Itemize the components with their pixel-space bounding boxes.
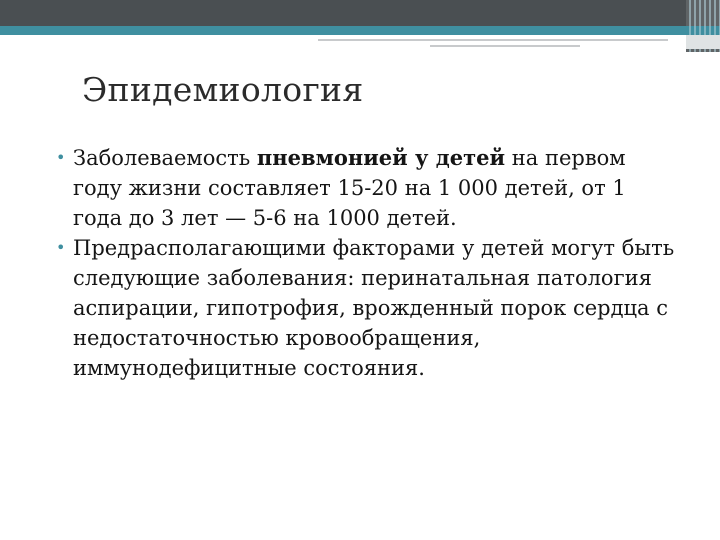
- top-band-dark: [0, 0, 720, 26]
- slide-title: Эпидемиология: [82, 70, 364, 109]
- bullet-text-bold: пневмонией у детей: [256, 145, 506, 170]
- corner-shade: [686, 35, 720, 49]
- bullet-item: [56, 143, 676, 233]
- decorative-line: [318, 39, 668, 41]
- bullet-text: на первом году жизни составляет 15-20 на 1 000 детей, от 1 года до 3 лет — 5-6 на 1000 детей.: [73, 146, 626, 230]
- bullet-icon: •: [56, 238, 66, 257]
- bullet-list: [56, 143, 676, 383]
- bullet-text: Предрасполагающими факторами у детей могут быть следующие заболевания: перинатальная патология аспирации, гипотрофия, врожденный порок сердца с недостаточностью кровообращения, иммунодефицитные состояния.: [73, 236, 675, 380]
- top-band-accent: [0, 26, 720, 35]
- corner-stripes-accent: [686, 26, 720, 35]
- decorative-line: [430, 45, 580, 47]
- bullet-item: [56, 233, 676, 383]
- bullet-icon: •: [56, 148, 66, 167]
- bullet-text: Заболеваемость: [73, 146, 257, 170]
